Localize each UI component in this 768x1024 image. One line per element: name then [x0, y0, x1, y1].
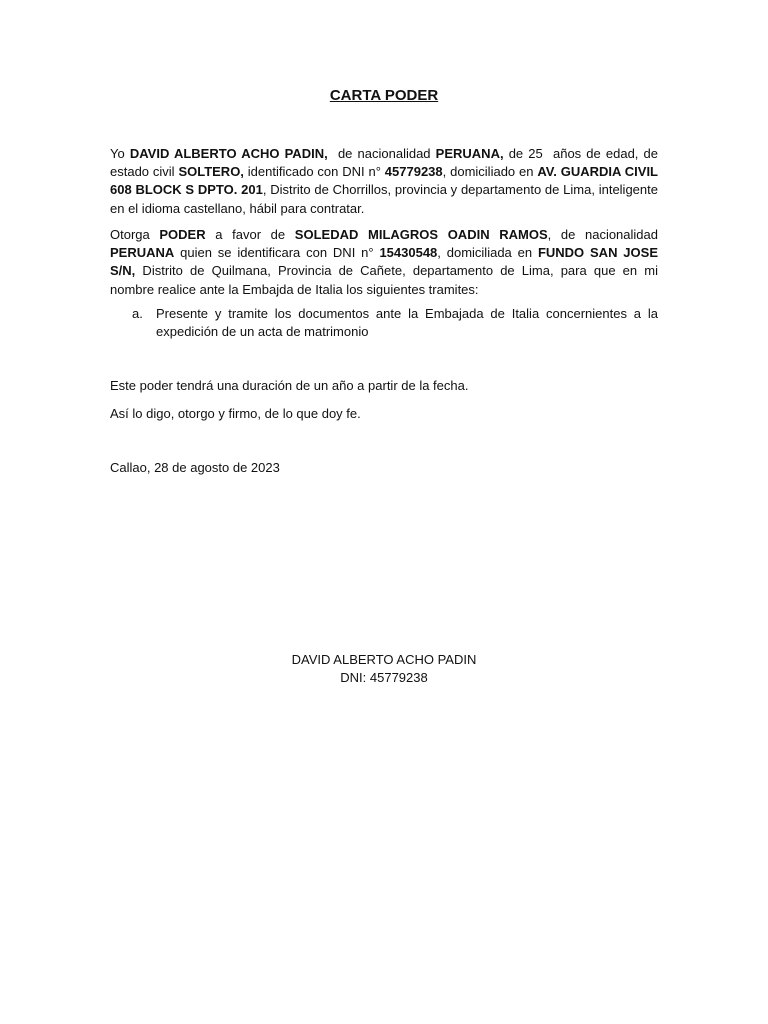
- p2-text-3: , de nacionalidad: [547, 227, 658, 242]
- grantor-nationality: PERUANA,: [435, 146, 504, 161]
- grantee-address: FUNDO SAN JOSE S/N,: [110, 245, 658, 279]
- p2-text-6: Distrito de Quilmana, Provincia de Cañete, departamento de Lima, para que en mi nombre realice ante la Embajda de Italia los siguientes tramites:: [110, 263, 658, 297]
- p2-text-1: Otorga: [110, 227, 160, 242]
- duration-statement: Este poder tendrá una duración de un año a partir de la fecha.: [110, 378, 469, 393]
- list-marker: a.: [132, 306, 143, 321]
- poder-word: PODER: [159, 227, 206, 242]
- p1-text-1: Yo: [110, 146, 130, 161]
- grantee-nationality: PERUANA: [110, 245, 175, 261]
- p1-text-3: de 25 años de edad, de estado civil: [110, 146, 662, 180]
- grantee-paragraph: [110, 226, 658, 299]
- grantee-name: SOLEDAD MILAGROS OADIN RAMOS: [294, 227, 548, 242]
- grantee-dni: 15430548: [379, 245, 438, 261]
- grantor-address: AV. GUARDIA CIVIL 608 BLOCK S DPTO. 201: [110, 164, 658, 198]
- grantor-civil-status: SOLTERO,: [178, 164, 244, 180]
- grantor-name: DAVID ALBERTO ACHO PADIN,: [129, 146, 328, 161]
- signature-dni: DNI: 45779238: [340, 670, 428, 685]
- place-date: Callao, 28 de agosto de 2023: [110, 460, 280, 475]
- closing-statement: Así lo digo, otorgo y firmo, de lo que doy fe.: [110, 406, 361, 421]
- p1-text-2: de nacionalidad: [327, 146, 436, 161]
- grantor-paragraph: [110, 145, 662, 218]
- p1-text-5: , domiciliado en: [442, 164, 538, 180]
- p2-text-2: a favor de: [205, 227, 295, 242]
- list-item-text: Presente y tramite los documentos ante la Embajada de Italia concernientes a la expedición de un acta de matrimonio: [156, 306, 658, 340]
- p1-text-6: , Distrito de Chorrillos, provincia y departamento de Lima, inteligente en el idioma castellano, hábil para contratar.: [110, 182, 658, 216]
- p1-text-4: identificado con DNI n°: [243, 164, 385, 180]
- signature-name: DAVID ALBERTO ACHO PADIN: [291, 652, 477, 667]
- list-item: [110, 305, 658, 341]
- p2-text-5: , domiciliada en: [437, 245, 538, 261]
- grantor-dni: 45779238: [384, 164, 443, 180]
- procedures-list: [110, 305, 658, 341]
- p2-text-4: quien se identificara con DNI n°: [174, 245, 380, 261]
- document-title: CARTA PODER: [329, 87, 439, 104]
